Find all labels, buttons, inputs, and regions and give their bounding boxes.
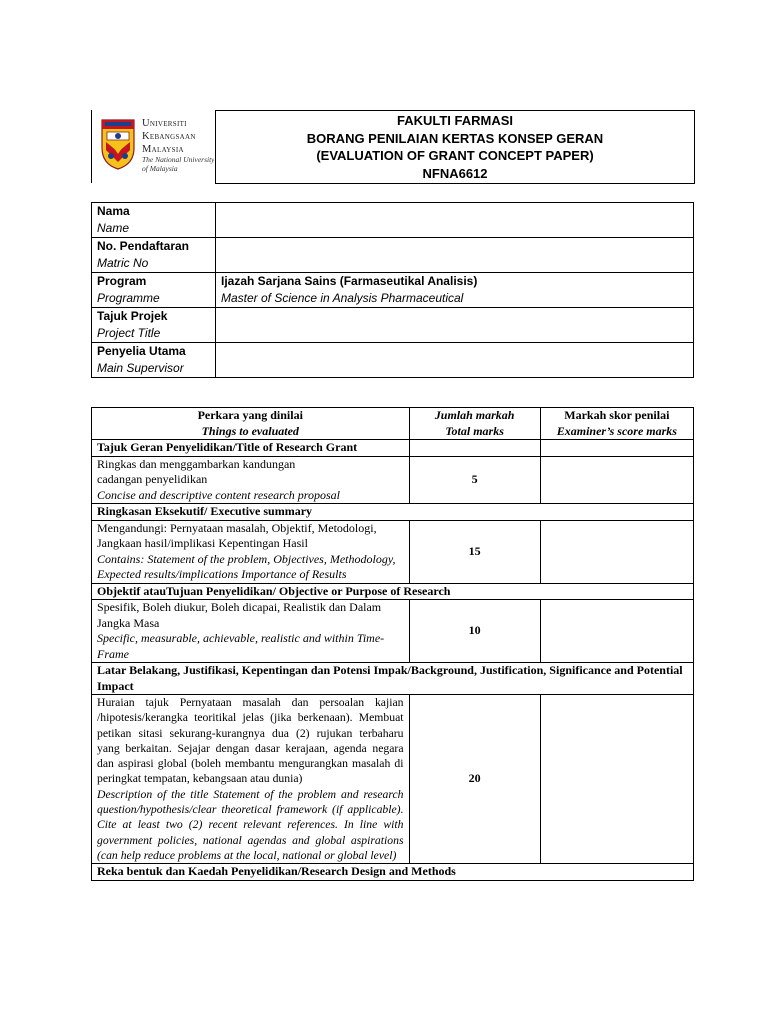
examiner-score-cell[interactable] (540, 456, 693, 504)
criteria-row (92, 600, 694, 663)
criteria-row (92, 695, 694, 864)
info-label: Tajuk Projek Project Title (92, 308, 216, 343)
section-title-row (92, 440, 694, 457)
project-title-field[interactable] (216, 308, 694, 343)
total-marks-value: 5 (409, 456, 540, 504)
name-field[interactable] (216, 203, 694, 238)
university-tagline: The National University of Malaysia (142, 156, 214, 173)
examiner-score-cell[interactable] (540, 520, 693, 583)
info-row-name (92, 203, 694, 238)
total-marks-value: 20 (409, 695, 540, 864)
criteria-description: Ringkas dan menggambarkan kandungan cadangan penyelidikan Concise and descriptive content research proposal (92, 456, 410, 504)
info-row-supervisor (92, 343, 694, 378)
section-title: Tajuk Geran Penyelidikan/Title of Research Grant (92, 440, 410, 457)
programme-field[interactable]: Ijazah Sarjana Sains (Farmaseutikal Analisis) Master of Science in Analysis Pharmaceutical (216, 273, 694, 308)
faculty-name: FAKULTI FARMASI (396, 113, 514, 128)
form-title (215, 110, 695, 184)
university-name: Universiti Kebangsaan Malaysia (142, 118, 196, 155)
section-title: Objektif atauTujuan Penyelidikan/ Objective or Purpose of Research (92, 583, 694, 600)
evaluation-header-row (92, 408, 694, 440)
info-row-matric (92, 238, 694, 273)
section-title: Ringkasan Eksekutif/ Executive summary (92, 504, 694, 521)
examiner-score-cell[interactable] (540, 600, 693, 663)
section-title-row (92, 583, 694, 600)
things-evaluated-header: Perkara yang dinilai Things to evaluated (92, 408, 410, 440)
total-marks-value: 10 (409, 600, 540, 663)
info-row-project-title (92, 308, 694, 343)
examiner-score-cell[interactable] (540, 695, 693, 864)
examiner-score-header: Markah skor penilai Examiner’s score marks (540, 408, 693, 440)
form-header (91, 110, 694, 183)
info-label: No. Pendaftaran Matric No (92, 238, 216, 273)
info-label: Nama Name (92, 203, 216, 238)
form-name-ms: BORANG PENILAIAN KERTAS KONSEP GERAN (306, 130, 604, 146)
total-marks-value: 15 (409, 520, 540, 583)
section-title-row (92, 504, 694, 521)
student-info-table (91, 202, 694, 378)
form-name-en: (EVALUATION OF GRANT CONCEPT PAPER) (316, 148, 594, 163)
section-title: Reka bentuk dan Kaedah Penyelidikan/Research Design and Methods (92, 864, 694, 881)
ukm-crest-icon (99, 118, 137, 170)
section-title: Latar Belakang, Justifikasi, Kepentingan dan Potensi Impak/Background, Justification, Significance and Potential Impact (92, 663, 694, 695)
matric-field[interactable] (216, 238, 694, 273)
course-code: NFNA6612 (422, 165, 488, 181)
criteria-description: Mengandungi: Pernyataan masalah, Objektif, Metodologi, Jangkaan hasil/implikasi Kepentingan Hasil Contains: Statement of the problem, Objectives, Methodology, Expected results/implications Importance of Results (92, 520, 410, 583)
criteria-description: Huraian tajuk Pernyataan masalah dan persoalan kajian /hipotesis/kerangka teoritikal jelas (jika berkenaan). Membuat petikan sitasi sekurang-kurangnya dua (2) rujukan terbaharu yang berkaitan. Sejajar dengan dasar kerajaan, agenda negara dan aspirasi global (boleh membantu mengurangkan masalah di peringkat tempatan, kebangsaan atau dunia) Description of the title Statement of the problem and research question/hypothesis/clear theoretical framework (if applicable). Cite at least two (2) recent relevant references. In line with government policies, national agendas and global aspirations (can help reduce problems at the local, national or global level) (92, 695, 410, 864)
section-title-row (92, 663, 694, 695)
criteria-description: Spesifik, Boleh diukur, Boleh dicapai, Realistik dan Dalam Jangka Masa Specific, measurable, achievable, realistic and within Time-Frame (92, 600, 410, 663)
section-title-row (92, 864, 694, 881)
criteria-row (92, 456, 694, 504)
total-marks-header: Jumlah markah Total marks (409, 408, 540, 440)
info-row-programme (92, 273, 694, 308)
supervisor-field[interactable] (216, 343, 694, 378)
info-label: Program Programme (92, 273, 216, 308)
criteria-row (92, 520, 694, 583)
evaluation-table (91, 407, 694, 881)
info-label: Penyelia Utama Main Supervisor (92, 343, 216, 378)
university-logo (91, 110, 216, 183)
